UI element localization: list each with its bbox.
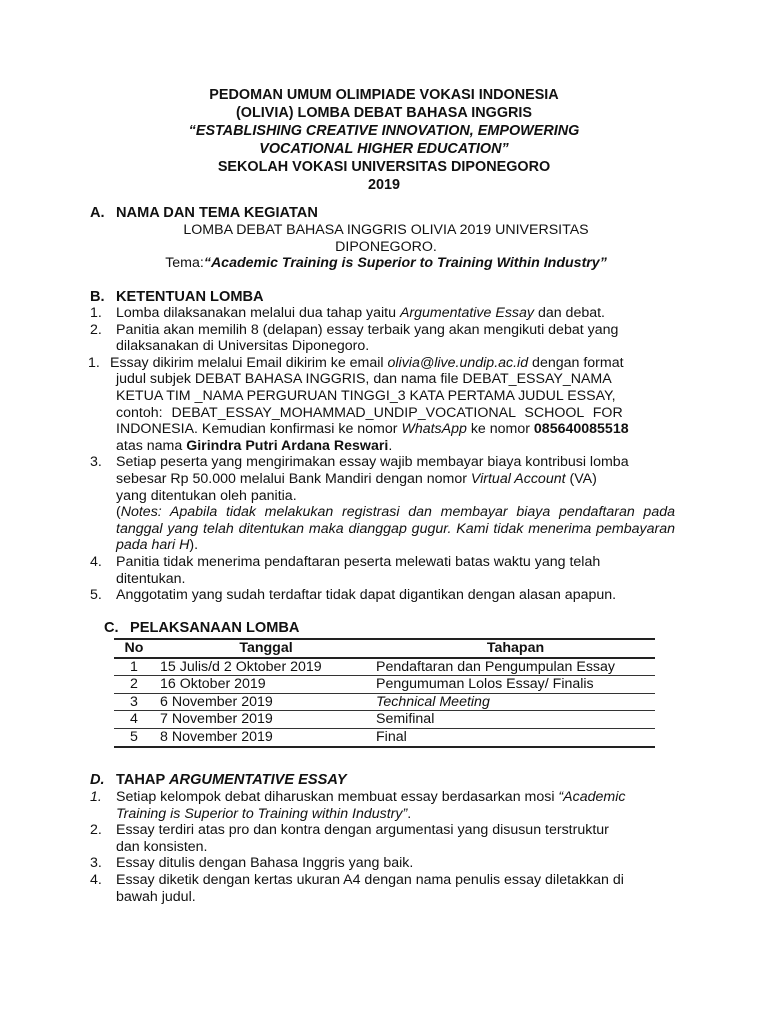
rule-text: Essay ditulis dengan Bahasa Inggris yang baik. xyxy=(116,855,414,872)
rule-number: 5. xyxy=(90,587,102,604)
rule-text: Panitia akan memilih 8 (delapan) essay terbaik yang akan mengikuti debat yang xyxy=(116,321,619,338)
essay-rule-2 xyxy=(90,822,675,855)
rule-item-3 xyxy=(90,355,675,455)
section-b-list xyxy=(90,305,675,604)
title-line-5: SEKOLAH VOKASI UNIVERSITAS DIPONEGORO xyxy=(217,159,551,175)
section-c-heading xyxy=(104,620,299,637)
cell-stage: Pendaftaran dan Pengumpulan Essay xyxy=(372,658,655,676)
section-a-heading xyxy=(90,205,318,222)
rule-text: dan konsisten. xyxy=(116,838,208,855)
cell-no: 3 xyxy=(114,693,154,711)
section-d-letter: D. xyxy=(90,772,105,788)
rule-text-italic: “Academic xyxy=(558,789,626,805)
schedule-table xyxy=(114,638,655,748)
cell-stage: Semifinal xyxy=(372,711,655,729)
rule-text: atas nama xyxy=(116,437,187,454)
contact-phone: 085640085518 xyxy=(533,421,629,438)
rule-text: Lomba dilaksanakan melalui dua tahap yaitu xyxy=(116,305,400,321)
title-line-6: 2019 xyxy=(367,177,400,193)
cell-no: 4 xyxy=(114,711,154,729)
section-c-title: PELAKSANAAN LOMBA xyxy=(130,620,300,636)
rule-item-5 xyxy=(90,554,675,587)
rule-number: 4. xyxy=(90,871,102,888)
rule-text-italic: WhatsApp xyxy=(401,421,467,438)
cell-stage: Final xyxy=(372,728,655,746)
section-b-title: KETENTUAN LOMBA xyxy=(116,289,264,305)
rule-text-italic: Argumentative Essay xyxy=(399,305,534,321)
rule-text: dan debat. xyxy=(534,305,605,321)
table-row xyxy=(114,711,655,729)
title-line-2: (OLIVIA) LOMBA DEBAT BAHASA INGGRIS xyxy=(235,105,533,121)
table-row xyxy=(114,658,655,676)
essay-rule-4 xyxy=(90,872,675,905)
rule-text: bawah judul. xyxy=(116,888,196,905)
rule-number: 1. xyxy=(90,789,102,805)
cell-no: 1 xyxy=(114,658,154,676)
rule-text-italic: Training is Superior to Training within Industry” xyxy=(116,805,408,822)
rule-text: Setiap peserta yang mengirimakan essay wajib membayar biaya kontribusi lomba xyxy=(116,454,629,471)
section-b-heading xyxy=(90,289,264,306)
rule-text: sebesar Rp 50.000 melalui Bank Mandiri dengan nomor xyxy=(116,470,471,487)
section-d-title-pre: TAHAP xyxy=(116,772,169,788)
rule-text: contoh: DEBAT_ESSAY_MOHAMMAD_UNDIP_VOCATIONAL SCHOOL FOR xyxy=(116,404,623,421)
title-line-1: PEDOMAN UMUM OLIMPIADE VOKASI INDONESIA xyxy=(209,87,559,103)
rule-number: 3. xyxy=(90,454,102,471)
rule-text: dengan format xyxy=(528,354,624,371)
cell-date: 7 November 2019 xyxy=(154,711,372,729)
section-d-title-italic: ARGUMENTATIVE ESSAY xyxy=(168,772,347,788)
table-header-row xyxy=(114,639,655,658)
section-d-list xyxy=(90,789,675,905)
rule-text: judul subjek DEBAT BAHASA INGGRIS, dan nama file DEBAT_ESSAY_NAMA xyxy=(116,371,612,388)
rule-item-4 xyxy=(90,454,675,554)
event-name-line-2: DIPONEGORO. xyxy=(335,238,437,255)
event-name-line-1: LOMBA DEBAT BAHASA INGGRIS OLIVIA 2019 UNIVERSITAS xyxy=(183,222,589,238)
rule-number: 1. xyxy=(88,354,100,371)
contact-name: Girindra Putri Ardana Reswari xyxy=(186,437,389,454)
title-line-4: VOCATIONAL HIGHER EDUCATION” xyxy=(259,141,509,157)
table-row xyxy=(114,693,655,711)
cell-date: 6 November 2019 xyxy=(154,693,372,711)
essay-rule-1 xyxy=(90,789,675,822)
rule-text-italic: Virtual Account xyxy=(470,470,566,487)
cell-date: 8 November 2019 xyxy=(154,728,372,746)
theme-value: “Academic Training is Superior to Training Within Industry” xyxy=(203,255,607,272)
rule-text: (VA) xyxy=(565,470,597,487)
essay-rule-3 xyxy=(90,855,675,872)
table-row xyxy=(114,676,655,694)
note-paren: ). xyxy=(189,537,199,554)
section-c-letter: C. xyxy=(104,620,119,636)
rule-number: 2. xyxy=(90,822,102,839)
cell-stage: Pengumuman Lolos Essay/ Finalis xyxy=(372,676,655,694)
section-b-letter: B. xyxy=(90,289,105,305)
rule-text: ke nomor xyxy=(466,421,534,438)
theme-label: Tema: xyxy=(165,255,204,272)
column-header-stage: Tahapan xyxy=(372,639,655,658)
rule-text: INDONESIA. Kemudian konfirmasi ke nomor xyxy=(116,421,402,438)
payment-note: Notes: Apabila tidak melakukan registrasi dan membayar biaya pendaftaran pada tanggal yang telah ditentukan maka dianggap gugur. Kami tidak menerima pembayaran pada hari H xyxy=(116,504,675,554)
rule-text: ditentukan. xyxy=(116,570,186,587)
cell-date: 15 Julis/d 2 Oktober 2019 xyxy=(154,658,372,676)
section-a-letter: A. xyxy=(90,205,105,221)
note-paren: ( xyxy=(116,504,121,521)
rule-text: yang ditentukan oleh panitia. xyxy=(116,487,297,504)
rule-text: Anggotatim yang sudah terdaftar tidak dapat digantikan dengan alasan apapun. xyxy=(116,587,617,604)
rule-text: Essay dikirim melalui Email dikirim ke email xyxy=(110,354,388,371)
rule-text: Essay diketik dengan kertas ukuran A4 dengan nama penulis essay diletakkan di xyxy=(116,871,624,888)
title-line-3: “ESTABLISHING CREATIVE INNOVATION, EMPOWERING xyxy=(188,123,580,139)
rule-number: 4. xyxy=(90,553,102,570)
rule-item-2 xyxy=(90,322,675,355)
section-d-heading xyxy=(90,772,347,789)
rule-text: . xyxy=(407,805,412,822)
rule-number: 2. xyxy=(90,321,102,338)
theme-line xyxy=(150,255,622,272)
rule-text: Setiap kelompok debat diharuskan membuat essay berdasarkan mosi xyxy=(116,789,559,805)
section-a-body xyxy=(150,222,622,272)
section-a-title: NAMA DAN TEMA KEGIATAN xyxy=(116,205,318,221)
rule-text: . xyxy=(388,437,393,454)
rule-item-6 xyxy=(90,587,675,604)
rule-number: 1. xyxy=(90,305,102,321)
cell-no: 2 xyxy=(114,676,154,694)
table-row xyxy=(114,728,655,746)
rule-number: 3. xyxy=(90,855,102,872)
cell-stage: Technical Meeting xyxy=(372,693,655,711)
rule-item-1 xyxy=(90,305,675,322)
cell-date: 16 Oktober 2019 xyxy=(154,676,372,694)
column-header-date: Tanggal xyxy=(154,639,372,658)
rule-text: Panitia tidak menerima pendaftaran peserta melewati batas waktu yang telah xyxy=(116,553,601,570)
contact-email[interactable]: olivia@live.undip.ac.id xyxy=(387,354,529,371)
cell-no: 5 xyxy=(114,728,154,746)
rule-text: Essay terdiri atas pro dan kontra dengan argumentasi yang disusun terstruktur xyxy=(116,822,609,839)
rule-text: dilaksanakan di Universitas Diponegoro. xyxy=(116,338,370,355)
rule-text: KETUA TIM _NAMA PERGURUAN TINGGI_3 KATA PERTAMA JUDUL ESSAY, xyxy=(116,387,616,404)
document-title xyxy=(90,86,678,194)
column-header-no: No xyxy=(114,639,154,658)
